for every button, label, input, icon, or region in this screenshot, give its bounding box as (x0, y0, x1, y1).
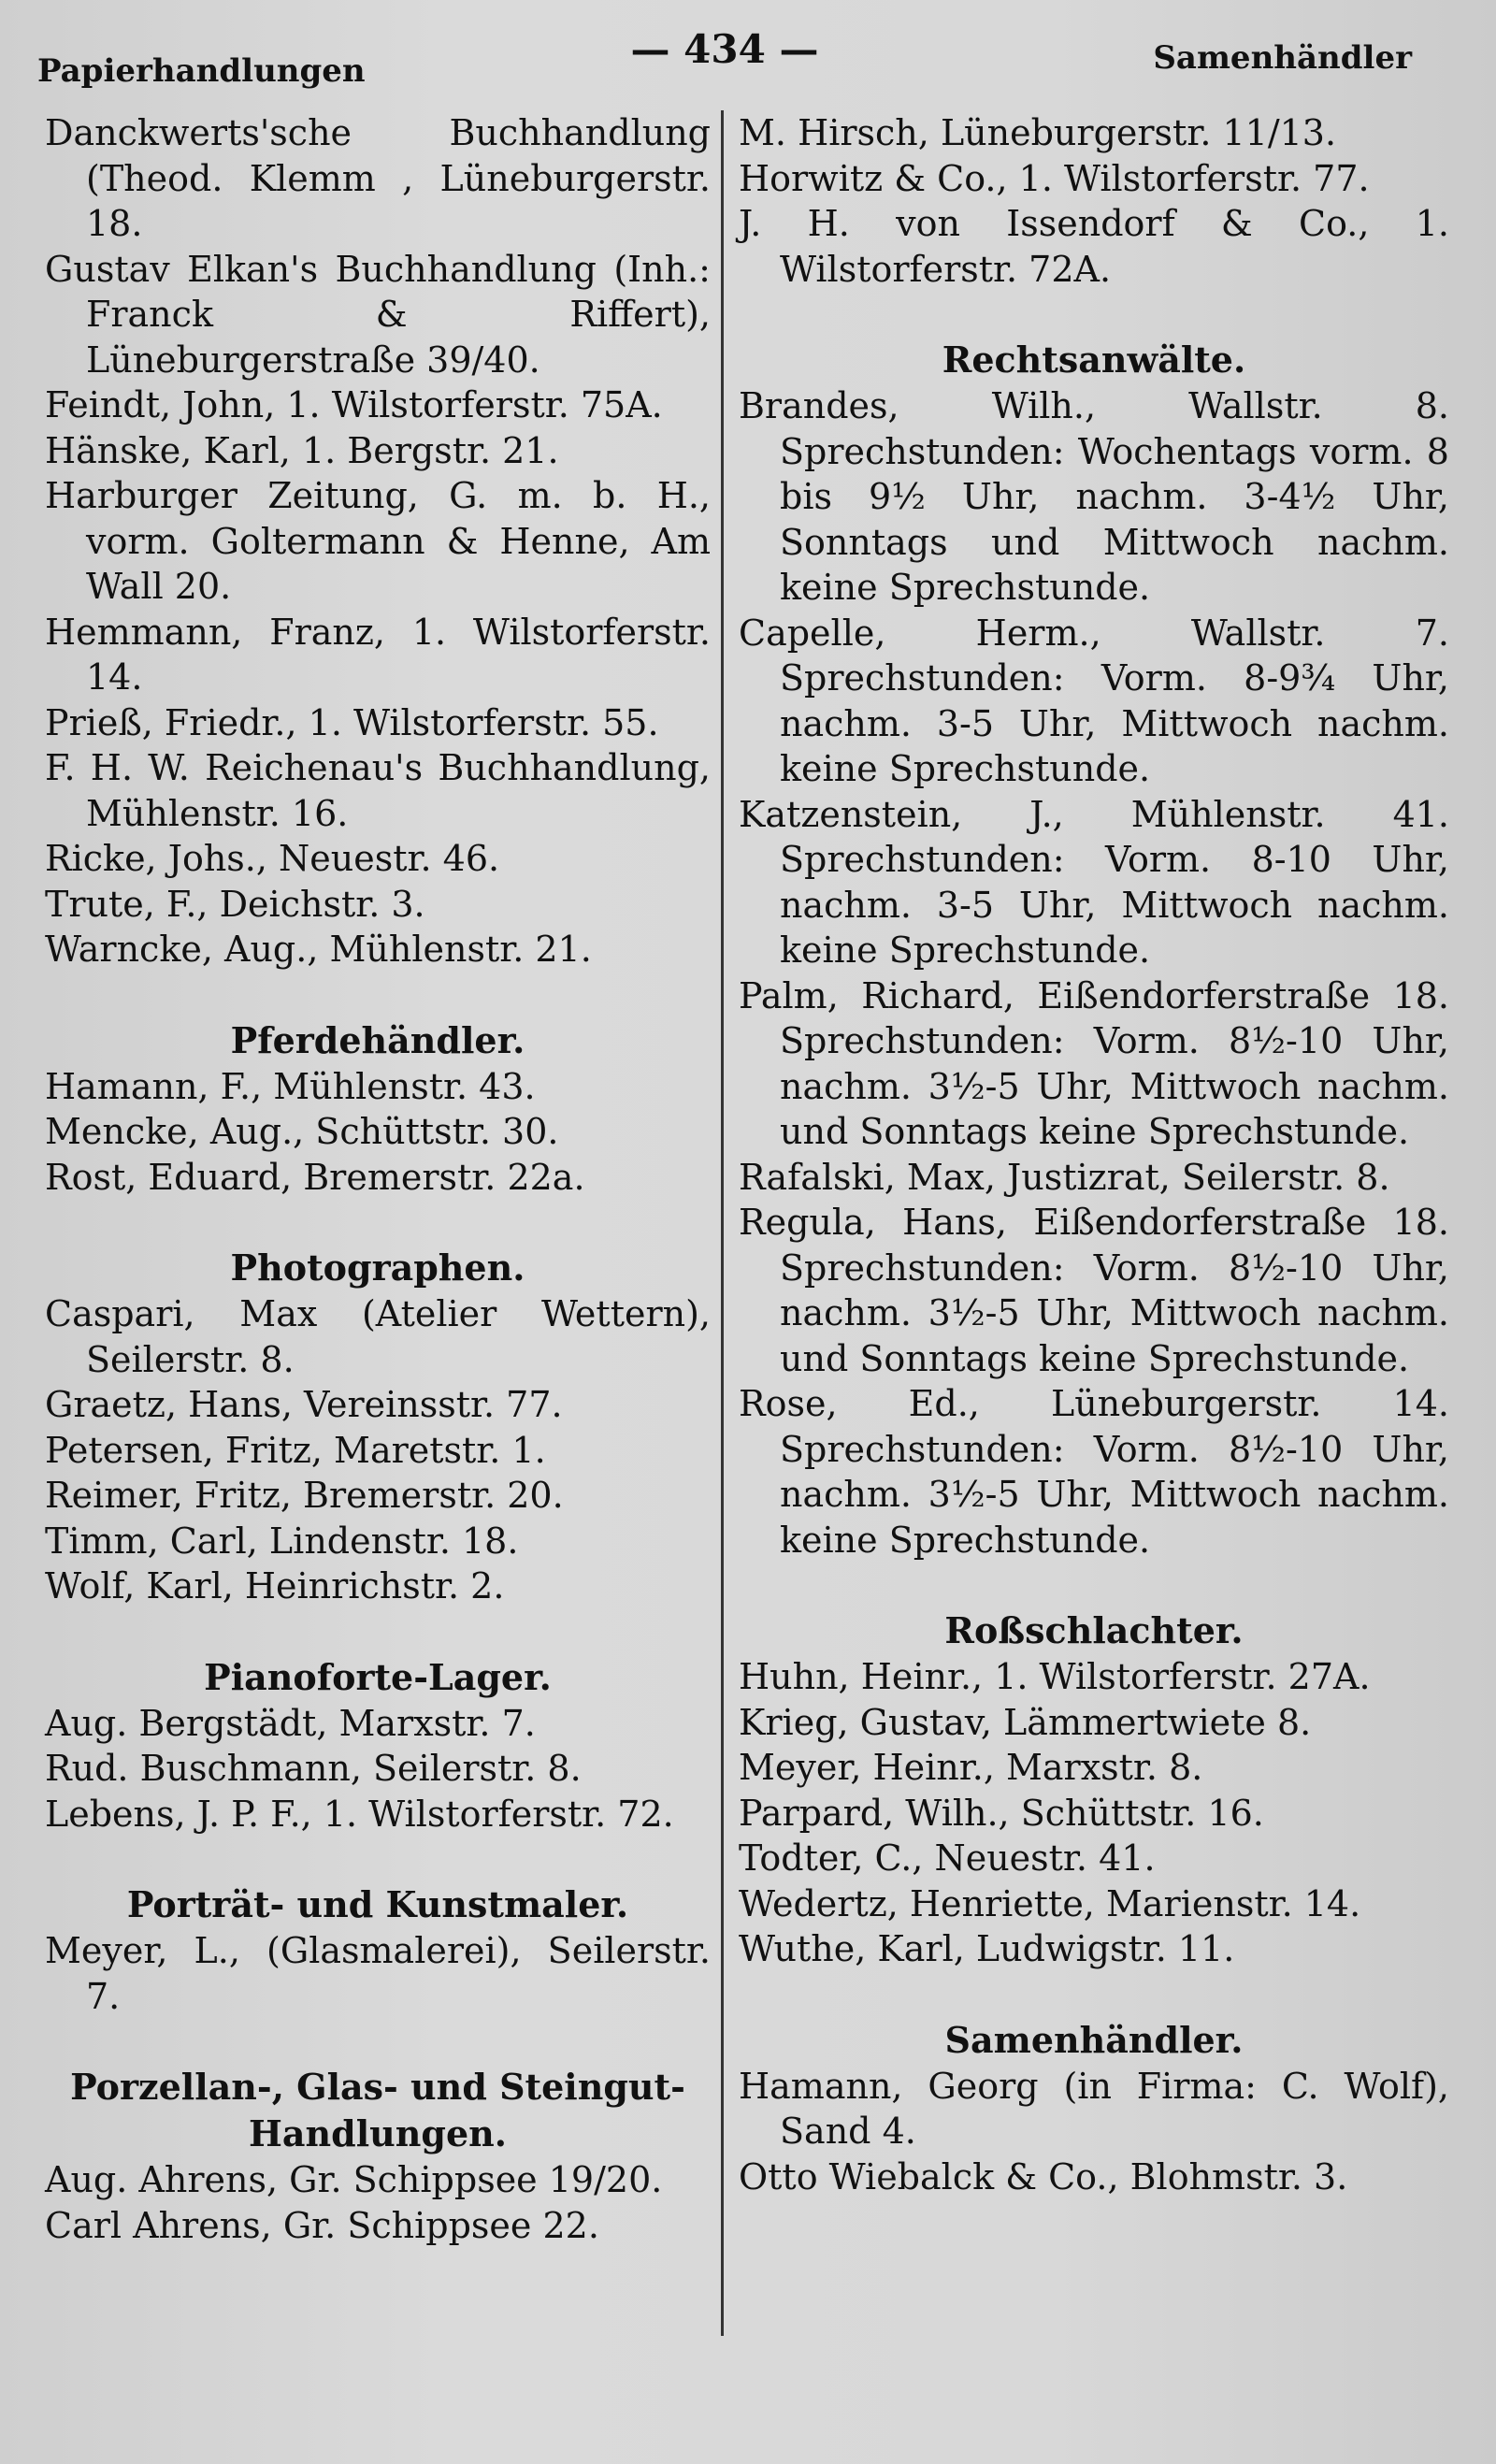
list-item: Otto Wiebalck & Co., Blohmstr. 3. (739, 2155, 1348, 2197)
section-photographen (45, 1245, 711, 1609)
section-title: Roßschlachter. (944, 1609, 1244, 1651)
list-item: Rose, Ed., Lüneburgerstr. 14. Sprechstunden: Vorm. 8½-10 Uhr, nachm. 3½-5 Uhr, Mittwoch nachm. keine Sprechstunde. (739, 1383, 1449, 1561)
right-column (739, 110, 1449, 2464)
list-item: Aug. Ahrens, Gr. Schippsee 19/20. (45, 2159, 663, 2200)
section-rossschlachter (739, 1607, 1449, 1972)
list-item: Prieß, Friedr., 1. Wilstorferstr. 55. (45, 701, 659, 743)
list-item: M. Hirsch, Lüneburgerstr. 11/13. (739, 112, 1337, 153)
list-item: Regula, Hans, Eißendorferstraße 18. Sprechstunden: Vorm. 8½-10 Uhr, nachm. 3½-5 Uhr, Mittwoch nachm. und Sonntags keine Sprechstunde. (739, 1202, 1449, 1379)
section-pferdehaendler (45, 1017, 711, 1201)
list-item: Carl Ahrens, Gr. Schippsee 22. (45, 2204, 599, 2246)
list-item: Brandes, Wilh., Wallstr. 8. Sprechstunden: Wochentags vorm. 8 bis 9½ Uhr, nachm. 3-4½ Uhr, Sonntags und Mittwoch nachm. keine Sprechstunde. (739, 385, 1449, 608)
list-item: Wolf, Karl, Heinrichstr. 2. (45, 1565, 505, 1607)
list-item: Mencke, Aug., Schüttstr. 30. (45, 1111, 559, 1152)
list-item: Huhn, Heinr., 1. Wilstorferstr. 27A. (739, 1656, 1371, 1697)
section-rechtsanwaelte (739, 337, 1449, 1563)
list-item: Meyer, Heinr., Marxstr. 8. (739, 1747, 1203, 1788)
list-item: Ricke, Johs., Neuestr. 46. (45, 838, 500, 879)
list-item: F. H. W. Reichenau's Buchhandlung, Mühlenstr. 16. (45, 747, 711, 834)
list-item: Todter, C., Neuestr. 41. (739, 1837, 1156, 1879)
section-title: Photographen. (230, 1246, 525, 1289)
list-item: Horwitz & Co., 1. Wilstorferstr. 77. (739, 157, 1370, 199)
section-pianoforte-lager (45, 1654, 711, 1837)
section-papierhandlungen (45, 110, 711, 973)
list-item: Hemmann, Franz, 1. Wilstorferstr. 14. (45, 611, 711, 698)
list-item: J. H. von Issendorf & Co., 1. Wilstorferstr. 72A. (739, 203, 1449, 290)
list-item: Aug. Bergstädt, Marxstr. 7. (45, 1702, 536, 1744)
section-samenhaendler (739, 2017, 1449, 2200)
list-item: Meyer, L., (Glasmalerei), Seilerstr. 7. (45, 1930, 711, 2017)
list-item: Harburger Zeitung, G. m. b. H., vorm. Goltermann & Henne, Am Wall 20. (45, 475, 711, 607)
list-item: Parpard, Wilh., Schüttstr. 16. (739, 1792, 1264, 1834)
list-item: Timm, Carl, Lindenstr. 18. (45, 1520, 519, 1562)
section-title: Porzellan-, Glas- und Steingut-Handlungen. (70, 2066, 685, 2154)
list-item: Rafalski, Max, Justizrat, Seilerstr. 8. (739, 1156, 1390, 1198)
list-item: Petersen, Fritz, Maretstr. 1. (45, 1429, 546, 1471)
page-number: — 434 — (630, 26, 819, 72)
section-papierhandlungen-continued (739, 110, 1449, 292)
list-item: Hänske, Karl, 1. Bergstr. 21. (45, 429, 559, 471)
column-divider (721, 110, 724, 2336)
page-header (37, 26, 1412, 92)
list-item: Katzenstein, J., Mühlenstr. 41. Sprechstunden: Vorm. 8-10 Uhr, nachm. 3-5 Uhr, Mittwoch nachm. keine Sprechstunde. (739, 793, 1449, 971)
list-item: Hamann, Georg (in Firma: C. Wolf), Sand 4. (739, 2065, 1449, 2152)
list-item: Gustav Elkan's Buchhandlung (Inh.: Franck & Riffert), Lüneburgerstraße 39/40. (45, 248, 711, 381)
list-item: Trute, F., Deichstr. 3. (45, 883, 425, 925)
section-title: Pianoforte-Lager. (204, 1655, 552, 1698)
list-item: Graetz, Hans, Vereinsstr. 77. (45, 1384, 563, 1425)
list-item: Feindt, John, 1. Wilstorferstr. 75A. (45, 384, 663, 425)
list-item: Warncke, Aug., Mühlenstr. 21. (45, 929, 592, 970)
list-item: Reimer, Fritz, Bremerstr. 20. (45, 1475, 564, 1516)
section-porzellan-glas (45, 2064, 711, 2248)
list-item: Lebens, J. P. F., 1. Wilstorferstr. 72. (45, 1793, 674, 1835)
running-head-right: Samenhändler (1153, 39, 1412, 77)
list-item: Krieg, Gustav, Lämmertwiete 8. (739, 1701, 1312, 1743)
section-title: Porträt- und Kunstmaler. (126, 1883, 629, 1925)
list-item: Hamann, F., Mühlenstr. 43. (45, 1065, 536, 1107)
list-item: Rost, Eduard, Bremerstr. 22a. (45, 1156, 585, 1198)
list-item: Rud. Buschmann, Seilerstr. 8. (45, 1748, 582, 1789)
section-title: Pferdehändler. (230, 1018, 525, 1061)
left-column (45, 110, 711, 2464)
running-head-left: Papierhandlungen (37, 52, 366, 90)
list-item: Caspari, Max (Atelier Wettern), Seilerstr. 8. (45, 1293, 711, 1380)
section-portraet-kunstmaler (45, 1881, 711, 2019)
list-item: Capelle, Herm., Wallstr. 7. Sprechstunden: Vorm. 8-9¾ Uhr, nachm. 3-5 Uhr, Mittwoch nachm. keine Sprechstunde. (739, 612, 1449, 789)
list-item: Danckwerts'sche Buchhandlung (Theod. Klemm , Lüneburgerstr. 18. (45, 112, 711, 244)
list-item: Palm, Richard, Eißendorferstraße 18. Sprechstunden: Vorm. 8½-10 Uhr, nachm. 3½-5 Uhr, Mittwoch nachm. und Sonntags keine Sprechstunde. (739, 974, 1449, 1152)
list-item: Wedertz, Henriette, Marienstr. 14. (739, 1882, 1361, 1924)
section-title: Rechtsanwälte. (942, 339, 1246, 381)
section-title: Samenhändler. (944, 2018, 1244, 2061)
list-item: Wuthe, Karl, Ludwigstr. 11. (739, 1928, 1235, 1969)
